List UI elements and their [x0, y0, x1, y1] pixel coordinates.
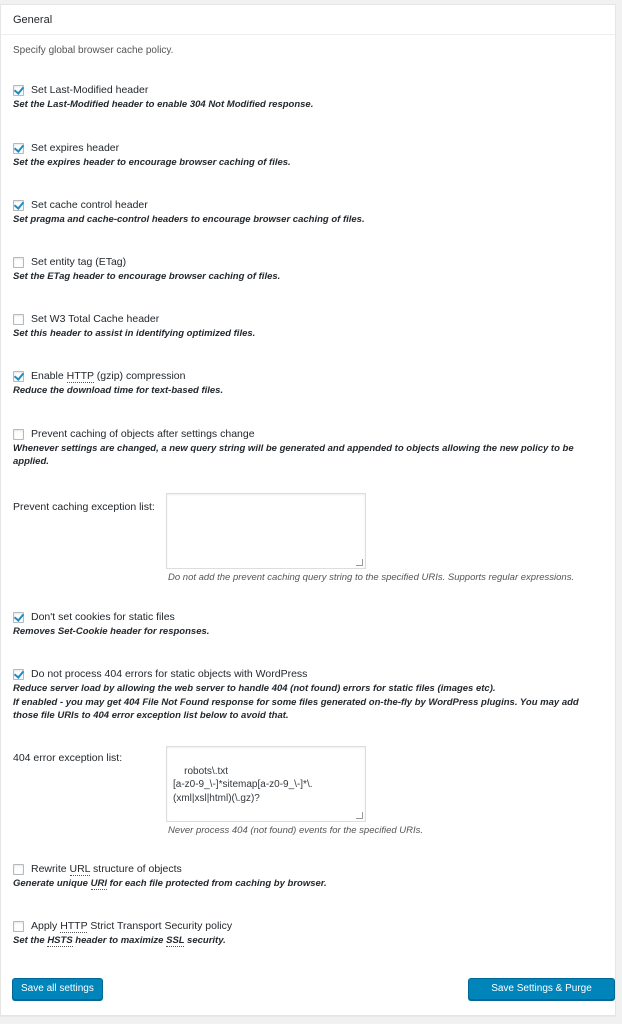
gzip-help: Reduce the download time for text-based files. — [13, 385, 224, 396]
no-404-wp-warning: If enabled - you may get 404 File Not Found response for some files generated on-the-fly by WordPress plugins. You may add those file URIs to 404 error exception list below to avoid that. — [13, 697, 579, 721]
panel-title: General — [1, 5, 615, 35]
http-abbr: HTTP — [66, 370, 94, 382]
error404-exceptions-textarea[interactable]: robots\.txt [a-z0-9_\-]*sitemap[a-z0-9_\-]*\.(xml|xsl|html)(\.gz)? — [166, 746, 366, 822]
ssl-abbr: SSL — [166, 935, 185, 946]
panel-description: Specify global browser cache policy. — [13, 45, 174, 56]
option-cache-control — [13, 198, 603, 226]
prevent-exceptions-textarea[interactable] — [166, 493, 366, 569]
expires-label[interactable]: Set expires header — [31, 142, 120, 154]
option-prevent-caching — [13, 427, 603, 468]
option-hsts — [13, 919, 603, 947]
etag-label[interactable]: Set entity tag (ETag) — [31, 256, 127, 268]
save-all-settings-button[interactable]: Save all settings — [12, 978, 103, 1000]
no-cookies-checkbox[interactable] — [13, 612, 24, 623]
option-expires — [13, 141, 603, 169]
uri-abbr: URI — [90, 878, 107, 889]
no-404-wp-help: Reduce server load by allowing the web server to handle 404 (not found) errors for static files (images etc). — [13, 683, 496, 694]
option-rewrite-url — [13, 862, 603, 890]
cache-control-checkbox[interactable] — [13, 200, 24, 211]
last-modified-label[interactable]: Set Last-Modified header — [31, 84, 149, 96]
url-abbr: URL — [69, 863, 91, 875]
general-panel — [0, 4, 616, 1016]
hsts-abbr: HSTS — [47, 935, 73, 946]
option-w3tc-header — [13, 312, 603, 340]
prevent-caching-checkbox[interactable] — [13, 429, 24, 440]
http-abbr: HTTP — [60, 920, 88, 932]
last-modified-help: Set the Last-Modified header to enable 304 Not Modified response. — [13, 99, 314, 110]
etag-help: Set the ETag header to encourage browser caching of files. — [13, 271, 281, 282]
option-etag — [13, 255, 603, 283]
save-and-purge-button[interactable]: Save Settings & Purge Caches — [468, 978, 615, 1000]
option-gzip — [13, 369, 603, 397]
gzip-checkbox[interactable] — [13, 371, 24, 382]
no-404-wp-label[interactable]: Do not process 404 errors for static objects with WordPress — [31, 668, 308, 680]
resize-grip-icon[interactable] — [356, 559, 363, 566]
error404-exceptions-help: Never process 404 (not found) events for the specified URIs. — [168, 825, 424, 836]
gzip-label[interactable]: Enable HTTP (gzip) compression — [31, 370, 186, 382]
w3tc-header-label[interactable]: Set W3 Total Cache header — [31, 313, 160, 325]
etag-checkbox[interactable] — [13, 257, 24, 268]
w3tc-header-checkbox[interactable] — [13, 314, 24, 325]
rewrite-url-help: Generate unique URI for each file protected from caching by browser. — [13, 878, 327, 889]
error404-exceptions-label: 404 error exception list: — [13, 752, 123, 764]
no-cookies-label[interactable]: Don't set cookies for static files — [31, 611, 175, 623]
cache-control-help: Set pragma and cache-control headers to encourage browser caching of files. — [13, 214, 365, 225]
option-no-cookies — [13, 610, 603, 638]
rewrite-url-checkbox[interactable] — [13, 864, 24, 875]
expires-help: Set the expires header to encourage browser caching of files. — [13, 157, 291, 168]
hsts-label[interactable]: Apply HTTP Strict Transport Security policy — [31, 920, 233, 932]
prevent-caching-label[interactable]: Prevent caching of objects after settings change — [31, 428, 255, 440]
last-modified-checkbox[interactable] — [13, 85, 24, 96]
resize-grip-icon[interactable] — [356, 812, 363, 819]
no-cookies-help: Removes Set-Cookie header for responses. — [13, 626, 210, 637]
w3tc-header-help: Set this header to assist in identifying optimized files. — [13, 328, 256, 339]
expires-checkbox[interactable] — [13, 143, 24, 154]
rewrite-url-label[interactable]: Rewrite URL structure of objects — [31, 863, 182, 875]
prevent-exceptions-label: Prevent caching exception list: — [13, 501, 155, 513]
no-404-wp-checkbox[interactable] — [13, 669, 24, 680]
prevent-exceptions-help: Do not add the prevent caching query string to the specified URIs. Supports regular expressions. — [168, 572, 575, 583]
hsts-checkbox[interactable] — [13, 921, 24, 932]
option-no-404-wp — [13, 667, 603, 722]
hsts-help: Set the HSTS header to maximize SSL security. — [13, 935, 226, 946]
option-last-modified — [13, 83, 603, 111]
cache-control-label[interactable]: Set cache control header — [31, 199, 148, 211]
prevent-caching-help: Whenever settings are changed, a new query string will be generated and appended to objects allowing the new policy to be applied. — [13, 443, 574, 467]
